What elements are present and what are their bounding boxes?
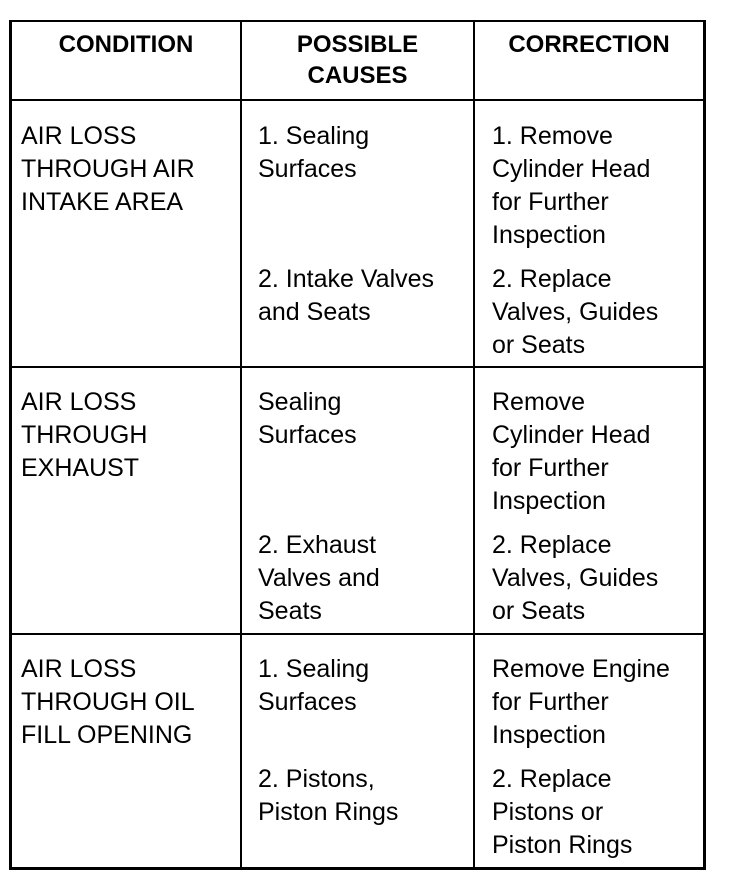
header-condition-label: CONDITION	[58, 31, 194, 58]
table-row	[12, 635, 703, 867]
cause-text: 2. Intake Valves and Seats	[258, 265, 435, 326]
correction-text: Remove Cylinder Head for Further Inspection	[492, 388, 651, 515]
causes-cell	[242, 368, 475, 633]
header-causes-line1: POSSIBLE	[296, 31, 419, 58]
cause-text: 1. Sealing Surfaces	[258, 655, 370, 716]
correction-text: 2. Replace Valves, Guides or Seats	[492, 531, 659, 625]
header-causes-line2: CAUSES	[307, 62, 408, 89]
condition-cell	[12, 368, 242, 633]
correction-text: 2. Replace Pistons or Piston Rings	[492, 765, 633, 859]
correction-cell	[475, 101, 703, 366]
header-cell-causes	[242, 22, 475, 99]
cause-text: 1. Sealing Surfaces	[258, 122, 370, 183]
condition-text: AIR LOSS THROUGH OIL FILL OPENING	[21, 655, 195, 749]
correction-text: Remove Engine for Further Inspection	[492, 655, 670, 749]
correction-text: 2. Replace Valves, Guides or Seats	[492, 265, 659, 359]
table-row	[12, 101, 703, 368]
table-header-row	[12, 22, 703, 101]
header-cell-correction	[475, 22, 703, 99]
header-correction-label: CORRECTION	[508, 31, 670, 58]
cause-text: Sealing Surfaces	[258, 388, 357, 449]
condition-text: AIR LOSS THROUGH AIR INTAKE AREA	[21, 122, 195, 216]
correction-text: 1. Remove Cylinder Head for Further Inspection	[492, 122, 651, 249]
table-row	[12, 368, 703, 635]
header-cell-condition	[12, 22, 242, 99]
condition-cell	[12, 101, 242, 366]
cause-text: 2. Pistons, Piston Rings	[258, 765, 399, 826]
cause-text: 2. Exhaust Valves and Seats	[258, 531, 380, 625]
header-causes-label	[242, 22, 473, 91]
troubleshooting-table	[9, 20, 706, 870]
causes-cell	[242, 635, 475, 867]
condition-cell	[12, 635, 242, 867]
correction-cell	[475, 368, 703, 633]
condition-text: AIR LOSS THROUGH EXHAUST	[21, 388, 148, 482]
causes-cell	[242, 101, 475, 366]
correction-cell	[475, 635, 703, 867]
